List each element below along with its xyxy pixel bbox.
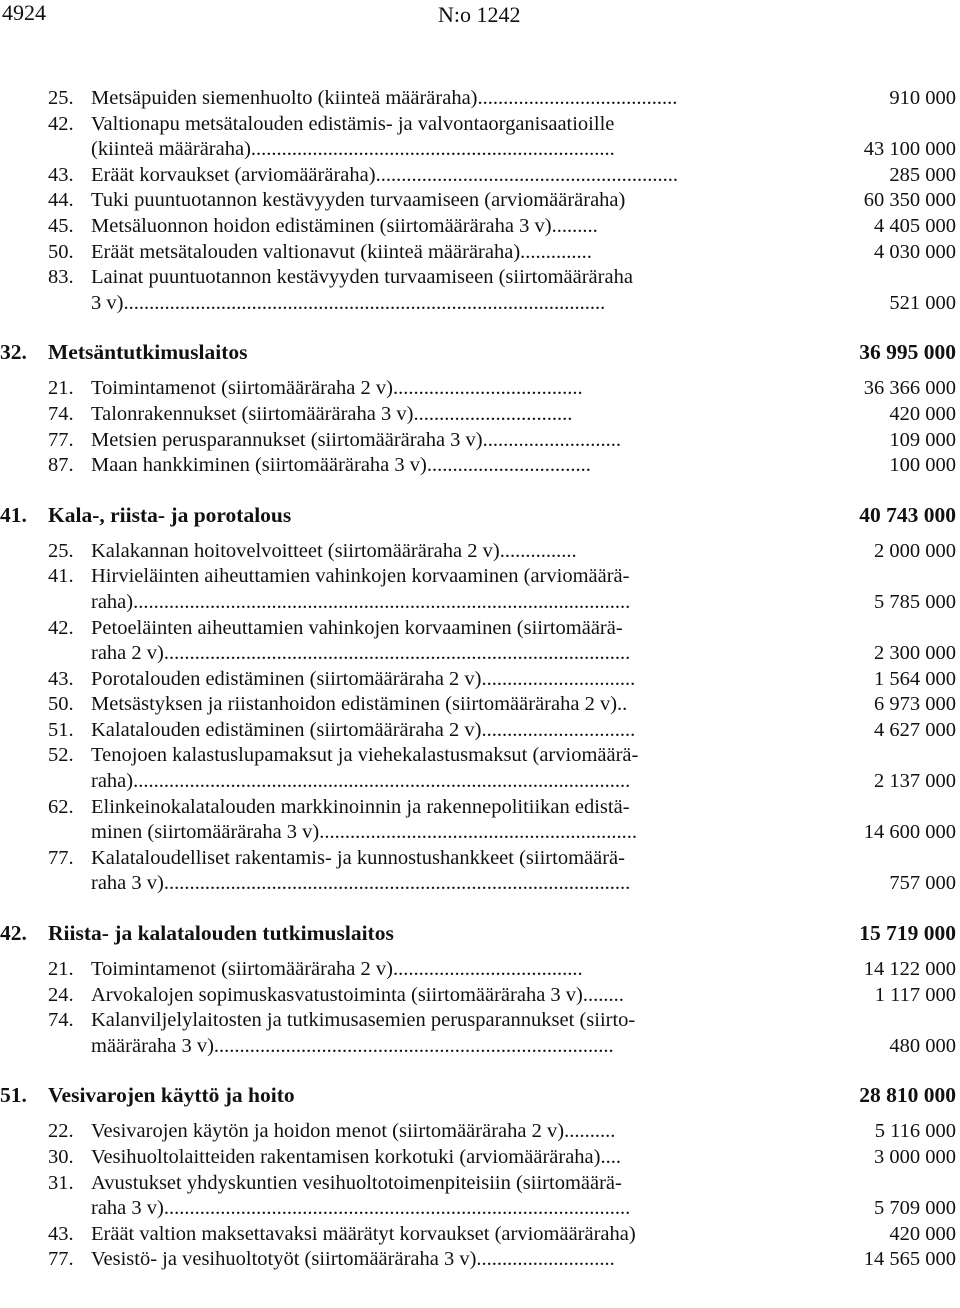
dot-leader: .......................................................................: [250, 138, 615, 161]
item-description: [91, 453, 761, 479]
budget-item: [0, 163, 960, 189]
item-amount: 4 627 000: [874, 718, 956, 741]
dot-leader: .........: [551, 214, 598, 237]
item-text-line: Porotalouden edistäminen (siirtomääräraha 2 v): [91, 667, 482, 690]
dot-leader: ..: [617, 693, 628, 716]
item-amount: 4 030 000: [874, 240, 956, 263]
item-amount: 2 000 000: [874, 539, 956, 562]
budget-item: [0, 376, 960, 402]
item-description: [91, 616, 761, 667]
item-text-line: Eräät valtion maksettavaksi määrätyt korvaukset (arviomääräraha): [91, 1222, 636, 1245]
item-text-line: Kalataloudelliset rakentamis- ja kunnostushankkeet (siirtomäärä-: [91, 846, 625, 869]
item-number: 43.: [48, 667, 74, 690]
item-amount: 480 000: [889, 1034, 956, 1057]
item-description: [91, 1222, 761, 1248]
item-text-line: Metsäpuiden siemenhuolto (kiinteä määräraha): [91, 87, 478, 109]
item-amount: 420 000: [889, 402, 956, 425]
dot-leader: ...........................................................................................: [163, 642, 631, 665]
item-description: [91, 428, 761, 454]
item-text-line: Elinkeinokalatalouden markkinoinnin ja rakennepolitiikan edistä-: [91, 795, 630, 818]
item-number: 22.: [48, 1120, 74, 1143]
item-text-line: minen (siirtomääräraha 3 v): [91, 821, 320, 844]
dot-leader: ...........................: [482, 428, 622, 451]
dot-leader: ...........................................................................................: [163, 1197, 631, 1220]
budget-item: [0, 667, 960, 693]
page-header: [0, 0, 960, 40]
item-text-line: Tuki puuntuotannon kestävyyden turvaamiseen (arviomääräraha): [91, 189, 626, 212]
item-amount: 14 600 000: [863, 821, 956, 844]
item-description: [91, 376, 761, 402]
item-description: [91, 846, 761, 897]
item-number: 87.: [48, 454, 74, 477]
item-number: 24.: [48, 983, 74, 1006]
item-amount: 36 366 000: [863, 377, 956, 400]
item-amount: 14 122 000: [863, 958, 956, 981]
item-amount: 2 300 000: [874, 642, 956, 665]
dot-leader: .....................................: [392, 377, 583, 400]
section-number: 42.: [0, 921, 27, 946]
item-amount: 285 000: [889, 163, 956, 186]
section-total: 28 810 000: [859, 1083, 956, 1108]
item-text-line: Kalanviljelylaitosten ja tutkimusasemien perusparannukset (siirto-: [91, 1009, 636, 1032]
item-amount: 1 117 000: [874, 983, 956, 1006]
item-text-line: Arvokalojen sopimuskasvatustoiminta (siirtomääräraha 3 v): [91, 983, 583, 1006]
budget-item: [0, 86, 960, 112]
dot-leader: ................................: [426, 454, 591, 477]
dot-leader: ..............................: [481, 718, 636, 741]
item-text-line: Vesihuoltolaitteiden rakentamisen korkotuki (arviomääräraha): [91, 1146, 601, 1168]
dot-leader: .................................................................................................: [133, 590, 631, 613]
dot-leader: ....: [600, 1146, 621, 1168]
item-description: [91, 265, 761, 316]
item-number: 51.: [48, 718, 74, 741]
budget-item: [0, 240, 960, 266]
item-amount: 43 100 000: [863, 138, 956, 161]
dot-leader: ...........................: [476, 1248, 615, 1271]
budget-item: [0, 564, 960, 615]
item-text-line: Toimintamenot (siirtomääräraha 2 v): [91, 377, 393, 400]
item-description: [91, 743, 761, 794]
budget-item: [0, 846, 960, 897]
dot-leader: ...........................................................: [375, 163, 678, 186]
item-description: [91, 240, 761, 266]
item-text-line: Metsien perusparannukset (siirtomääräraha 3 v): [91, 428, 483, 451]
budget-section: [0, 501, 960, 897]
item-description: [91, 402, 761, 428]
budget-item: [0, 795, 960, 846]
item-number: 83.: [48, 266, 74, 289]
dot-leader: [625, 188, 761, 214]
budget-section: [0, 919, 960, 1059]
item-text-line: Talonrakennukset (siirtomääräraha 3 v): [91, 402, 414, 425]
item-description: [91, 1247, 761, 1273]
item-text-line: Kalatalouden edistäminen (siirtomääräraha 2 v): [91, 718, 482, 741]
budget-item: [0, 214, 960, 240]
dot-leader: .......................................: [477, 87, 678, 109]
item-number: 44.: [48, 189, 74, 212]
item-description: [91, 667, 761, 693]
item-text-line: raha): [91, 770, 134, 793]
item-amount: 3 000 000: [874, 1146, 956, 1168]
budget-item: [0, 1119, 960, 1145]
item-text-line: määräraha 3 v): [91, 1034, 214, 1057]
section-heading: [0, 1081, 960, 1109]
budget-item: [0, 428, 960, 454]
budget-item: [0, 453, 960, 479]
budget-item: [0, 188, 960, 214]
budget-section: [0, 1081, 960, 1273]
item-number: 74.: [48, 1009, 74, 1032]
item-number: 77.: [48, 428, 74, 451]
budget-item: [0, 957, 960, 983]
budget-item: [0, 616, 960, 667]
item-number: 25.: [48, 87, 74, 109]
item-amount: 5 116 000: [874, 1120, 956, 1143]
section-heading: [0, 919, 960, 947]
item-number: 42.: [48, 616, 74, 639]
section-number: 41.: [0, 502, 27, 527]
budget-item: [0, 692, 960, 718]
budget-item: [0, 1171, 960, 1222]
dot-leader: ..............: [520, 240, 592, 263]
section-number: 51.: [0, 1083, 27, 1108]
dot-leader: ...........................................................................................: [163, 872, 631, 895]
item-number: 21.: [48, 958, 74, 981]
budget-item: [0, 112, 960, 163]
item-number: 41.: [48, 565, 74, 588]
item-number: 42.: [48, 112, 74, 135]
item-text-line: Metsästyksen ja riistanhoidon edistäminen (siirtomääräraha 2 v): [91, 693, 618, 716]
item-description: [91, 86, 761, 112]
item-amount: 420 000: [889, 1222, 956, 1245]
budget-item: [0, 1222, 960, 1248]
section-heading: [0, 338, 960, 366]
item-amount: 100 000: [889, 454, 956, 477]
item-description: [91, 188, 761, 214]
dot-leader: ...............: [499, 539, 577, 562]
page-number: 4924: [2, 0, 46, 25]
item-amount: 910 000: [889, 87, 956, 109]
item-text-line: (kiinteä määräraha): [91, 138, 251, 161]
item-text-line: Vesivarojen käytön ja hoidon menot (siirtomääräraha 2 v): [91, 1120, 565, 1143]
section-total: 15 719 000: [859, 921, 956, 946]
item-text-line: Hirvieläinten aiheuttamien vahinkojen korvaaminen (arviomäärä-: [91, 565, 630, 588]
item-text-line: Valtionapu metsätalouden edistämis- ja valvontaorganisaatioille: [91, 112, 615, 135]
item-number: 45.: [48, 214, 74, 237]
item-number: 50.: [48, 240, 74, 263]
item-description: [91, 718, 761, 744]
item-description: [91, 539, 761, 565]
item-description: [91, 112, 761, 163]
item-number: 52.: [48, 744, 74, 767]
item-amount: 1 564 000: [874, 667, 956, 690]
item-description: [91, 957, 761, 983]
item-text-line: raha 3 v): [91, 872, 164, 895]
item-amount: 6 973 000: [874, 693, 956, 716]
budget-item: [0, 1145, 960, 1171]
item-amount: 5 785 000: [874, 590, 956, 613]
item-text-line: Toimintamenot (siirtomääräraha 2 v): [91, 958, 393, 981]
section-title: Metsäntutkimuslaitos: [48, 340, 248, 365]
dot-leader: ..............................................................: [319, 821, 638, 844]
budget-section: [0, 338, 960, 478]
item-description: [91, 564, 761, 615]
dot-leader: ...............................: [413, 402, 573, 425]
item-number: 62.: [48, 795, 74, 818]
item-text-line: 3 v): [91, 291, 124, 314]
item-text-line: Vesistö- ja vesihuoltotyöt (siirtomääräraha 3 v): [91, 1248, 477, 1271]
item-number: 30.: [48, 1146, 74, 1168]
item-description: [91, 1171, 761, 1222]
budget-item: [0, 983, 960, 1009]
item-number: 43.: [48, 1222, 74, 1245]
item-text-line: Kalakannan hoitovelvoitteet (siirtomääräraha 2 v): [91, 539, 500, 562]
item-text-line: Avustukset yhdyskuntien vesihuoltotoimenpiteisiin (siirtomäärä-: [91, 1171, 622, 1194]
dot-leader: .....................................: [392, 958, 583, 981]
item-number: 25.: [48, 539, 74, 562]
dot-leader: ........: [582, 983, 624, 1006]
budget-item: [0, 265, 960, 316]
item-number: 77.: [48, 1248, 74, 1271]
item-amount: 521 000: [889, 291, 956, 314]
item-text-line: raha 2 v): [91, 642, 164, 665]
item-text-line: Eräät korvaukset (arviomääräraha): [91, 163, 376, 186]
item-description: [91, 163, 761, 189]
item-text-line: Tenojoen kalastuslupamaksut ja viehekalastusmaksut (arviomäärä-: [91, 744, 639, 767]
item-amount: 109 000: [889, 428, 956, 451]
dot-leader: ..............................................................................: [213, 1034, 614, 1057]
section-number: 32.: [0, 340, 27, 365]
dot-leader: ..............................: [481, 667, 636, 690]
item-number: 31.: [48, 1171, 74, 1194]
item-description: [91, 1008, 761, 1059]
item-number: 43.: [48, 163, 74, 186]
budget-section: [0, 86, 960, 316]
item-number: 77.: [48, 846, 74, 869]
item-text-line: Lainat puuntuotannon kestävyyden turvaamiseen (siirtomääräraha: [91, 266, 633, 289]
item-number: 50.: [48, 693, 74, 716]
dot-leader: .................................................................................................: [133, 770, 631, 793]
item-description: [91, 795, 761, 846]
item-amount: 60 350 000: [863, 189, 956, 212]
section-title: Vesivarojen käyttö ja hoito: [48, 1083, 295, 1108]
item-text-line: raha 3 v): [91, 1197, 164, 1220]
dot-leader: [636, 1222, 761, 1248]
item-description: [91, 214, 761, 240]
dot-leader: ..........: [564, 1120, 616, 1143]
dot-leader: ..............................................................................................: [123, 291, 606, 314]
budget-item: [0, 1008, 960, 1059]
budget-item: [0, 743, 960, 794]
budget-listing: [0, 86, 960, 1273]
item-amount: 757 000: [889, 872, 956, 895]
item-amount: 4 405 000: [874, 214, 956, 237]
item-text-line: Maan hankkiminen (siirtomääräraha 3 v): [91, 454, 427, 477]
item-amount: 14 565 000: [863, 1248, 956, 1271]
section-title: Riista- ja kalatalouden tutkimuslaitos: [48, 921, 394, 946]
item-number: 74.: [48, 402, 74, 425]
item-description: [91, 983, 761, 1009]
item-description: [91, 1119, 761, 1145]
budget-item: [0, 402, 960, 428]
item-amount: 2 137 000: [874, 770, 956, 793]
section-heading: [0, 501, 960, 529]
item-text-line: Eräät metsätalouden valtionavut (kiinteä määräraha): [91, 240, 521, 263]
budget-item: [0, 539, 960, 565]
document-number: N:o 1242: [438, 2, 521, 27]
item-description: [91, 692, 761, 718]
item-description: [91, 1145, 761, 1171]
item-text-line: Petoeläinten aiheuttamien vahinkojen korvaaminen (siirtomäärä-: [91, 616, 623, 639]
section-total: 40 743 000: [859, 502, 956, 527]
budget-item: [0, 1247, 960, 1273]
section-title: Kala-, riista- ja porotalous: [48, 502, 292, 527]
item-text-line: raha): [91, 590, 134, 613]
section-total: 36 995 000: [859, 340, 956, 365]
budget-item: [0, 718, 960, 744]
item-text-line: Metsäluonnon hoidon edistäminen (siirtomääräraha 3 v): [91, 214, 552, 237]
item-number: 21.: [48, 377, 74, 400]
item-amount: 5 709 000: [874, 1197, 956, 1220]
